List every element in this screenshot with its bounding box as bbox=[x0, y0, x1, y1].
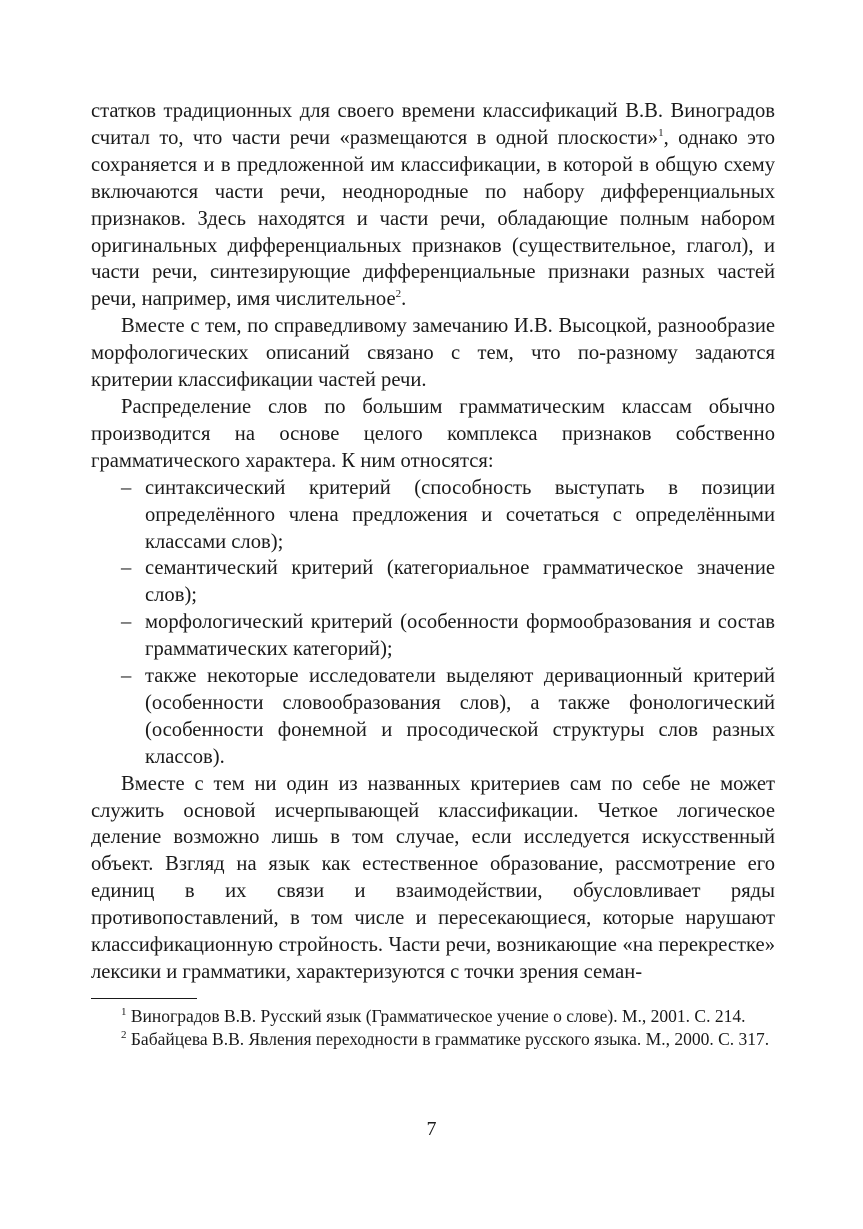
list-item bbox=[91, 663, 775, 771]
list-item bbox=[91, 475, 775, 556]
list-item-text: семантический критерий (категориальное грамматическое значение слов); bbox=[145, 557, 775, 607]
list-item bbox=[91, 555, 775, 609]
list-item bbox=[91, 609, 775, 663]
criteria-list bbox=[91, 475, 775, 771]
footnote-2 bbox=[91, 1028, 775, 1052]
footnote-mark-1: 1 bbox=[121, 1006, 127, 1019]
list-dash: – bbox=[121, 557, 132, 580]
list-item-text: также некоторые исследователи выделяют деривационный критерий (особенности словообразования слов), а также фонологический (особенности фонемной и просодической структуры слов разных классов). bbox=[145, 665, 775, 768]
list-dash: – bbox=[121, 611, 132, 634]
footnote-1 bbox=[91, 1005, 775, 1029]
paragraph-4: Вместе с тем ни один из названных критериев сам по себе не может служить основой исчерпывающей классификации. Четкое логическое деление возможно лишь в том случае, если исследуется искусственный объект. Взгляд на язык как естественное образование, рассмотрение его единиц в их связи и взаимодействии, обусловливает ряды противопоставлений, в том числе и пересекающиеся, которые нарушают классификационную стройность. Части речи, возникающие «на перекрестке» лексики и грамматики, характеризуются с точки зрения семан- bbox=[91, 772, 775, 983]
footnote-ref-1[interactable]: 1 bbox=[658, 127, 664, 140]
list-item-text: морфологический критерий (особенности формообразования и состав грамматических категорий); bbox=[145, 611, 775, 661]
footnote-ref-2[interactable]: 2 bbox=[395, 288, 402, 301]
paragraph-1-text-a: статков традиционных для своего времени классификаций В.В. Виноградов считал то, что части речи «размещаются в одной плоскости» bbox=[91, 100, 775, 149]
footnote-mark-2: 2 bbox=[121, 1029, 127, 1042]
footnote-2-text: Бабайцева В.В. Явления переходности в грамматике русского языка. М., 2000. С. 317. bbox=[126, 1029, 770, 1050]
paragraph-3: Распределение слов по большим грамматическим классам обычно производится на основе целого комплекса признаков собственно грамматического характера. К ним относятся: bbox=[91, 395, 775, 472]
list-dash: – bbox=[121, 665, 132, 688]
list-item-text: синтаксический критерий (способность выступать в позиции определённого члена предложения и сочетаться с определёнными классами слов); bbox=[145, 476, 775, 553]
footnote-1-text: Виноградов В.В. Русский язык (Грамматическое учение о слове). М., 2001. С. 214. bbox=[126, 1005, 746, 1026]
paragraph-1-text-b: , однако это сохраняется и в предложенной им классификации, в которой в общую схему включаются части речи, неоднородные по набору дифференциальных признаков. Здесь находятся и части речи, обладающие полным набором оригинальных дифференциальных признаков (существительное, глагол), и части речи, синтезирующие дифференциальные признаки разных частей речи, например, имя числительное bbox=[91, 126, 775, 311]
footnote-separator bbox=[91, 998, 197, 999]
paragraph-1 bbox=[91, 98, 775, 313]
paragraph-1-text-c: . bbox=[401, 288, 407, 311]
paragraph-2: Вместе с тем, по справедливому замечанию И.В. Высоцкой, разнообразие морфологических описаний связано с тем, что по-разному задаются критерии классификации частей речи. bbox=[91, 315, 775, 392]
page-body bbox=[91, 98, 775, 1052]
list-dash: – bbox=[121, 476, 132, 499]
page-number: 7 bbox=[426, 1118, 437, 1140]
